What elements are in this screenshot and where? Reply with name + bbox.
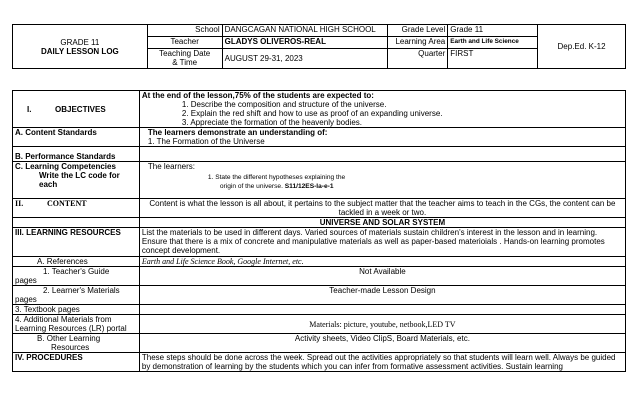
learning-area-label: Learning Area [388, 37, 448, 49]
dll-title [13, 25, 148, 69]
content-text: Content is what the lesson is all about, it pertains to the subject matter that the teacher aims to teach in the CGs, the content can be tackled in a week or two. [139, 199, 625, 218]
teachers-guide-label [13, 267, 140, 286]
learners-materials-label-1: 2. Learner's Materials [43, 286, 120, 295]
references-label: A. References [13, 257, 140, 267]
school-value: DANGCAGAN NATIONAL HIGH SCHOOL [222, 25, 388, 37]
learners-materials-value: Teacher-made Lesson Design [139, 286, 625, 305]
additional-materials-label-2: Learning Resources (LR) portal [15, 324, 127, 333]
quarter-label: Quarter [388, 49, 448, 69]
header-table [12, 24, 626, 69]
competencies-content [139, 162, 625, 199]
content-standards-content [139, 128, 625, 147]
additional-materials-label [13, 315, 140, 334]
topic-title: UNIVERSE AND SOLAR SYSTEM [139, 218, 625, 228]
content-num: II. [15, 199, 24, 208]
learning-area-value: Earth and Life Science [448, 37, 538, 49]
competency-item-cont [148, 182, 623, 191]
topic-row [13, 218, 626, 228]
teachers-guide-value: Not Available [139, 267, 625, 286]
teaching-date-label [147, 49, 222, 69]
learners-materials-row [13, 286, 626, 305]
content-standards-heading: The learners demonstrate an understanding of: [147, 128, 328, 137]
other-resources-label-2: Resources [51, 343, 90, 352]
teacher-value: GLADYS OLIVEROS-REAL [222, 37, 388, 49]
objectives-content [139, 91, 625, 128]
other-resources-value: Activity sheets, Video ClipS, Board Materials, etc. [139, 334, 625, 353]
topic-label-empty [13, 218, 140, 228]
procedures-row [13, 353, 626, 372]
procedures-label: IV. PROCEDURES [13, 353, 140, 372]
other-resources-label-1: B. Other Learning [37, 334, 101, 343]
competencies-label-1: C. Learning Competencies [15, 162, 116, 171]
references-row [13, 257, 626, 267]
content-label-text: CONTENT [47, 199, 87, 208]
grade-level-value: Grade 11 [448, 25, 538, 37]
competency-code: S11/12ES-Ia-e-1 [284, 183, 334, 190]
grade-level-label: Grade Level [388, 25, 448, 37]
competencies-label-3: each [39, 180, 58, 189]
procedures-text: These steps should be done across the week. Spread out the activities appropriately so that students will learn well. Always be guided by demonstration of learning by the students which you can infer from formative assessment activities. Sustain learning [139, 353, 625, 372]
additional-materials-label-1: 4. Additional Materials from [15, 315, 112, 324]
resources-label: III. LEARNING RESOURCES [13, 228, 140, 257]
teaching-date-label-1: Teaching Date [159, 49, 211, 58]
textbook-row [13, 305, 626, 315]
other-resources-label [13, 334, 140, 353]
competency-item: 1. State the different hypotheses explaining the [207, 174, 346, 181]
content-label [13, 199, 140, 218]
objectives-label-text: OBJECTIVES [55, 104, 106, 114]
objectives-list [142, 100, 623, 127]
competency-item-text: origin of the universe. [219, 183, 283, 190]
quarter-value: FIRST [448, 49, 538, 69]
additional-materials-value: Materials: picture, youtube, netbook,LED TV [139, 315, 625, 334]
objectives-label [13, 91, 140, 128]
objectives-row [13, 91, 626, 128]
content-row [13, 199, 626, 218]
performance-standards-row [13, 147, 626, 162]
curriculum: Dep.Ed. K-12 [538, 25, 626, 69]
objective-item: 1. Describe the composition and structure of the universe. [181, 100, 387, 109]
performance-standards-label: B. Performance Standards [13, 147, 140, 162]
teachers-guide-row [13, 267, 626, 286]
references-value: Earth and Life Science Book, Google Internet, etc. [139, 257, 625, 267]
learners-materials-label [13, 286, 140, 305]
teachers-guide-label-2: pages [15, 276, 37, 285]
content-standards-row [13, 128, 626, 147]
competencies-label [13, 162, 140, 199]
grade-title: GRADE 11 [60, 37, 100, 47]
other-resources-row [13, 334, 626, 353]
textbook-value [139, 305, 625, 315]
competencies-row [13, 162, 626, 199]
performance-standards-content [139, 147, 625, 162]
additional-materials-row [13, 315, 626, 334]
teaching-date-label-2: & Time [172, 58, 198, 67]
school-label: School [147, 25, 222, 37]
objective-item: 2. Explain the red shift and how to use as proof of an expanding universe. [181, 109, 443, 118]
teachers-guide-label-1: 1. Teacher's Guide [43, 267, 110, 276]
content-standards-label: A. Content Standards [13, 128, 140, 147]
textbook-label: 3. Textbook pages [13, 305, 140, 315]
competencies-intro: The learners: [147, 162, 196, 171]
teaching-date-value: AUGUST 29-31, 2023 [222, 49, 388, 69]
content-standards-item: 1. The Formation of the Universe [147, 137, 265, 146]
lesson-table [12, 90, 626, 372]
objectives-intro: At the end of the lesson,75% of the students are expected to: [141, 91, 374, 100]
objectives-num: I. [27, 104, 32, 114]
resources-text: List the materials to be used in different days. Varied sources of materials sustain children's interest in the lesson and in learning. Ensure that there is a mix of concrete and manipulative materials as well as paper-based materioials . Hands-on learning promotes concept development. [139, 228, 625, 257]
competencies-label-2: Write the LC code for [39, 171, 120, 180]
teacher-label: Teacher [147, 37, 222, 49]
log-title: DAILY LESSON LOG [40, 46, 119, 56]
resources-row [13, 228, 626, 257]
objective-item: 3. Appreciate the formation of the heavenly bodies. [181, 118, 362, 127]
learners-materials-label-2: pages [15, 295, 37, 304]
